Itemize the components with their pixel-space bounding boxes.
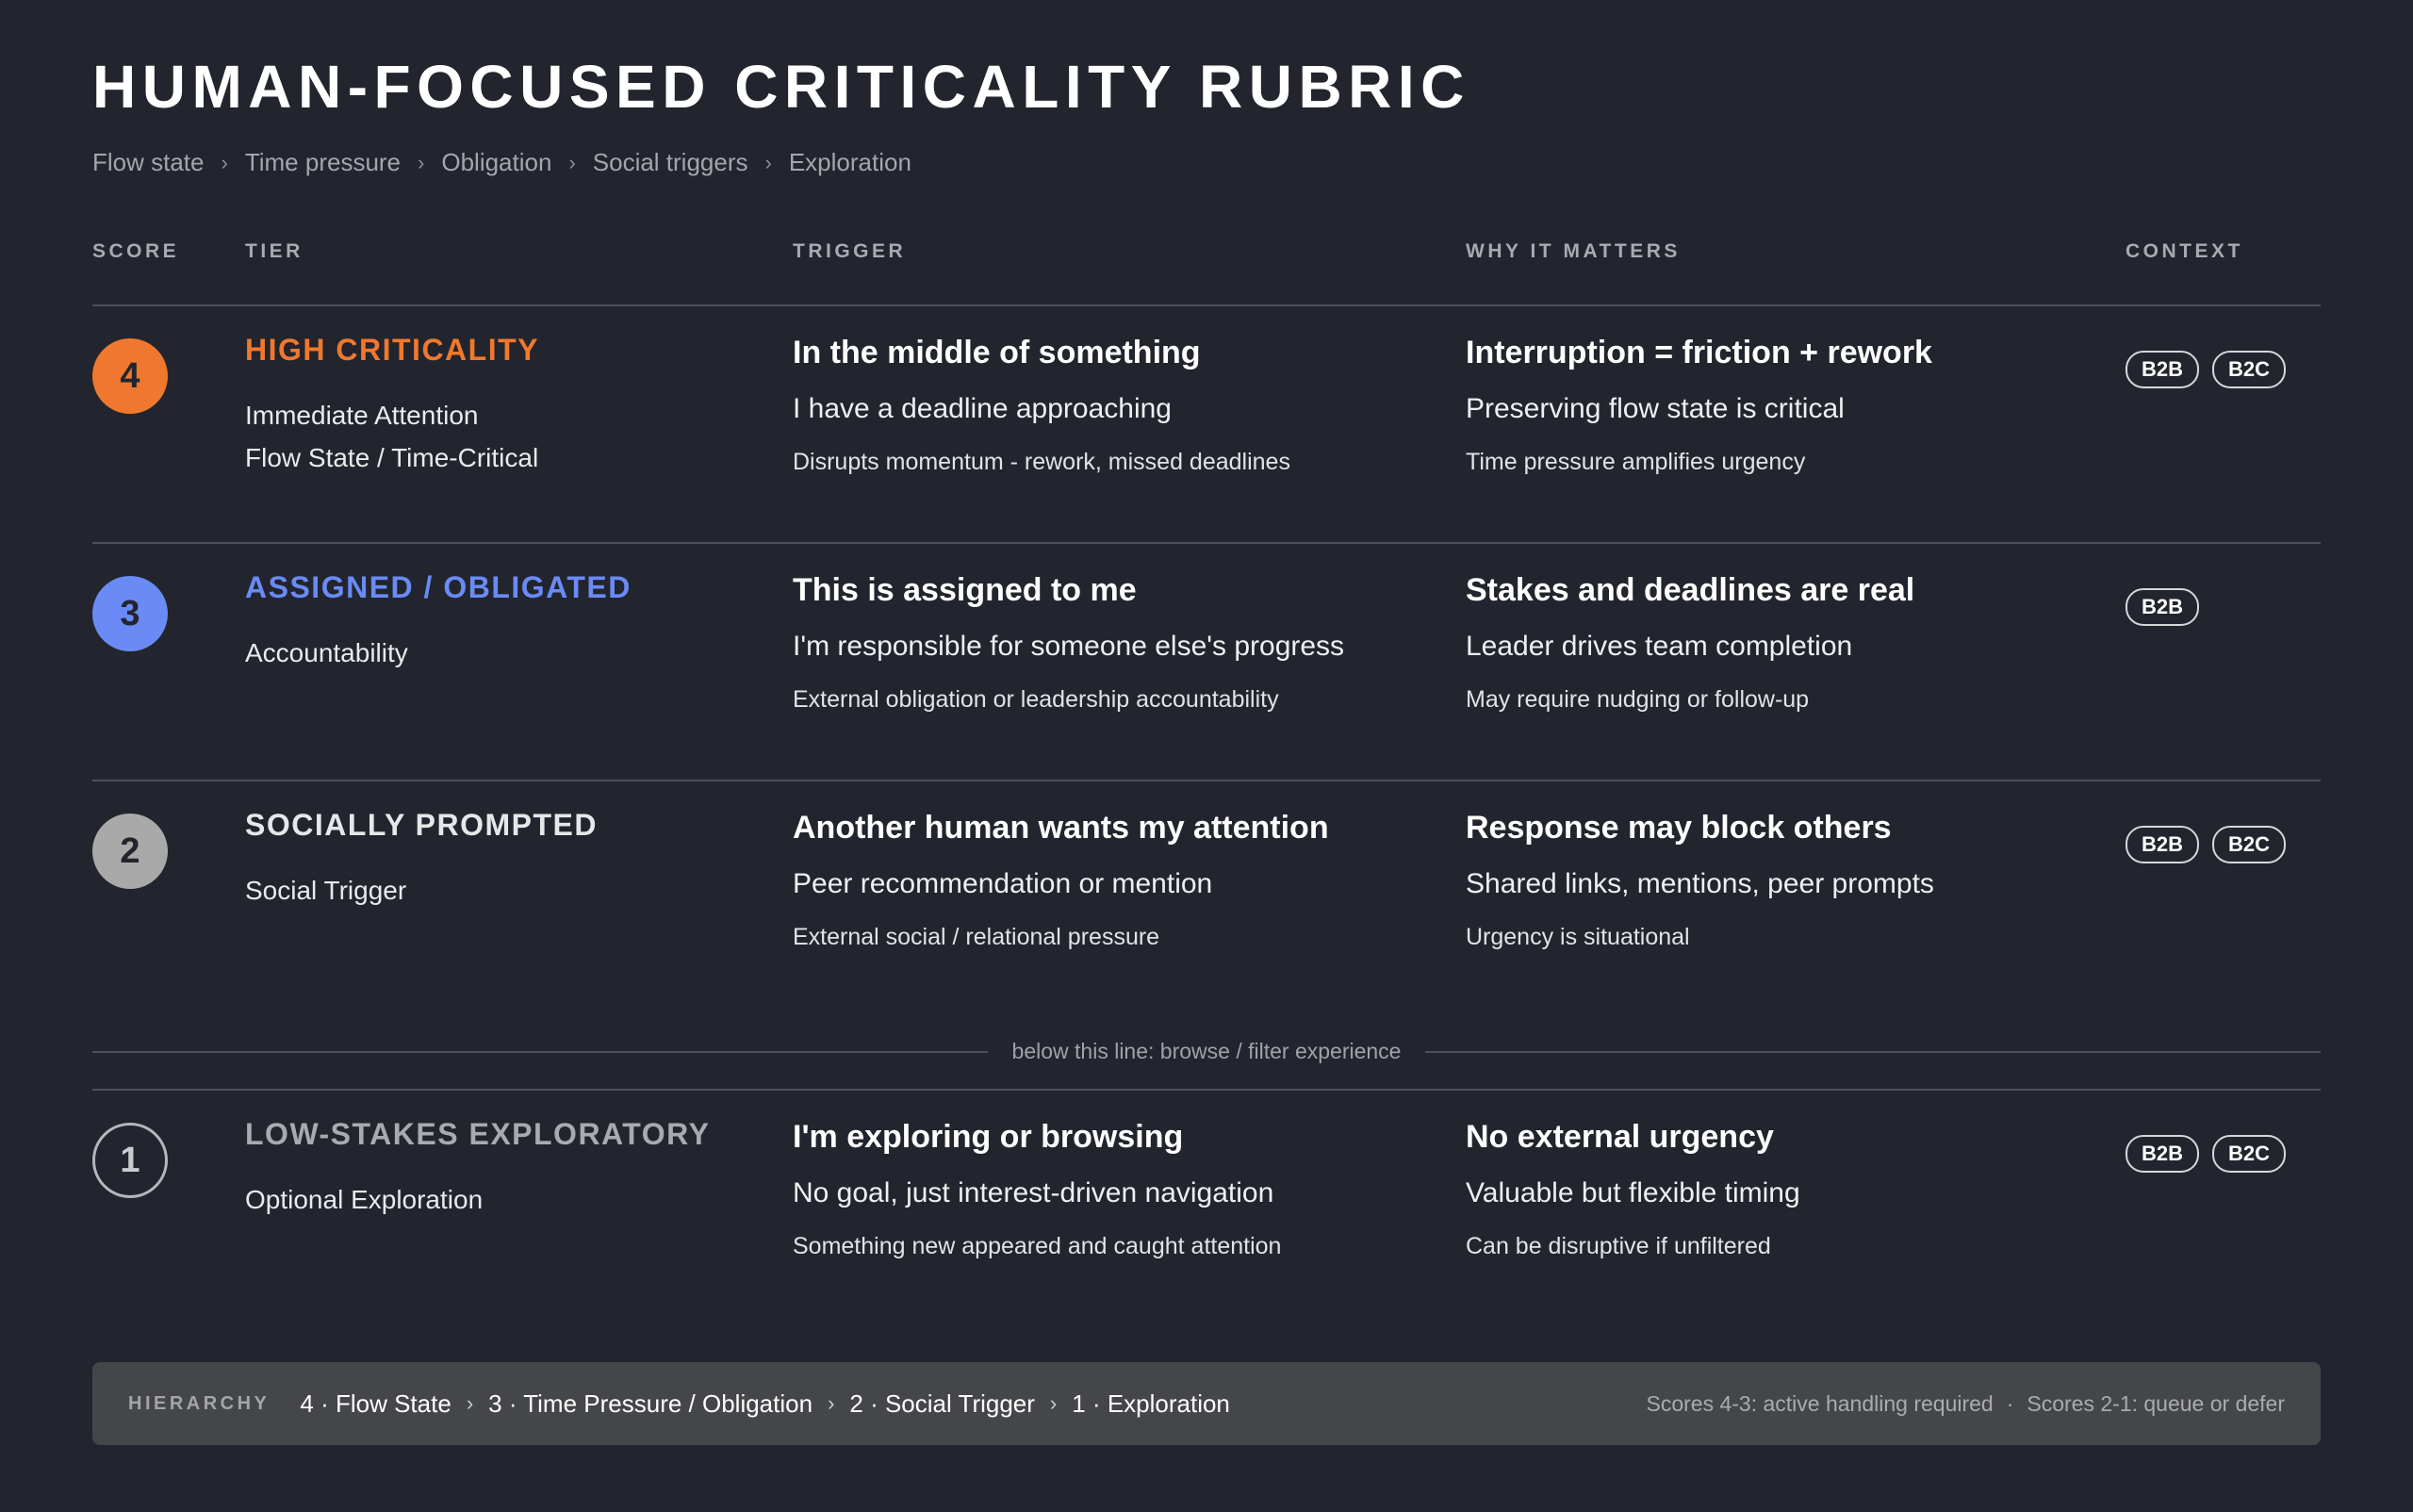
why-heading: No external urgency — [1466, 1119, 1774, 1155]
context-tags — [2126, 826, 2286, 863]
rubric-row-score-1 — [92, 1091, 2321, 1326]
trigger-note: External social / relational pressure — [793, 924, 1160, 950]
browse-filter-divider — [92, 1039, 2321, 1064]
column-header-trigger: TRIGGER — [793, 240, 907, 262]
divider-label: below this line: browse / filter experience — [1011, 1039, 1402, 1063]
score-badge: 3 — [92, 576, 168, 651]
context-tag-b2c: B2C — [2212, 826, 2286, 863]
trigger-detail: I'm responsible for someone else's progress — [793, 631, 1345, 662]
context-tag-b2b: B2B — [2126, 351, 2199, 388]
context-tag-b2b: B2B — [2126, 826, 2199, 863]
context-tags — [2126, 588, 2199, 626]
column-header-why: WHY IT MATTERS — [1466, 240, 1681, 262]
context-tag-b2b: B2B — [2126, 588, 2199, 626]
tier-title: LOW-STAKES EXPLORATORY — [245, 1117, 711, 1151]
hierarchy-notes — [1647, 1391, 2286, 1417]
chevron-right-icon: › — [221, 150, 228, 174]
hierarchy-item: 1 · Exploration — [1072, 1389, 1230, 1418]
chevron-right-icon: › — [568, 150, 576, 174]
score-badge: 1 — [92, 1123, 168, 1198]
chevron-right-icon: › — [1049, 1391, 1058, 1415]
score-badge: 4 — [92, 338, 168, 414]
why-note: Time pressure amplifies urgency — [1466, 449, 1806, 475]
column-header-score: SCORE — [92, 240, 180, 262]
rubric-row-score-3 — [92, 544, 2321, 780]
breadcrumb-item-social-triggers[interactable]: Social triggers — [592, 148, 748, 176]
trigger-heading: This is assigned to me — [793, 572, 1137, 608]
tier-title: ASSIGNED / OBLIGATED — [245, 570, 632, 604]
column-header-tier: TIER — [245, 240, 304, 262]
hierarchy-item: 4 · Flow State — [300, 1389, 451, 1418]
trigger-heading: I'm exploring or browsing — [793, 1119, 1184, 1155]
breadcrumb-item-obligation[interactable]: Obligation — [441, 148, 552, 176]
why-detail: Leader drives team completion — [1466, 631, 1853, 662]
why-detail: Preserving flow state is critical — [1466, 393, 1845, 424]
trigger-heading: Another human wants my attention — [793, 810, 1329, 846]
why-note: Can be disruptive if unfiltered — [1466, 1233, 1771, 1259]
hierarchy-item: 3 · Time Pressure / Obligation — [488, 1389, 813, 1418]
tier-title: SOCIALLY PROMPTED — [245, 808, 598, 842]
tier-subtitle: Flow State / Time-Critical — [245, 443, 539, 472]
trigger-note: External obligation or leadership accountability — [793, 686, 1279, 713]
context-tag-b2b: B2B — [2126, 1135, 2199, 1173]
chevron-right-icon: › — [466, 1391, 474, 1415]
tier-subtitle: Optional Exploration — [245, 1185, 484, 1214]
hierarchy-chain — [300, 1389, 1230, 1419]
chevron-right-icon: › — [828, 1391, 835, 1415]
why-detail: Shared links, mentions, peer prompts — [1466, 868, 1934, 899]
tier-subtitle: Social Trigger — [245, 876, 407, 905]
breadcrumb — [92, 148, 911, 177]
trigger-detail: I have a deadline approaching — [793, 393, 1172, 424]
note-queue-defer: Scores 2-1: queue or defer — [2027, 1390, 2285, 1416]
context-tags — [2126, 351, 2286, 388]
why-note: May require nudging or follow-up — [1466, 686, 1810, 713]
why-note: Urgency is situational — [1466, 924, 1690, 950]
score-badge: 2 — [92, 814, 168, 889]
column-header-context: CONTEXT — [2126, 240, 2243, 262]
hierarchy-item: 2 · Social Trigger — [849, 1389, 1035, 1418]
trigger-heading: In the middle of something — [793, 335, 1201, 370]
rubric-row-score-4 — [92, 306, 2321, 542]
trigger-note: Something new appeared and caught attention — [793, 1233, 1282, 1259]
why-heading: Interruption = friction + rework — [1466, 335, 1932, 370]
trigger-detail: Peer recommendation or mention — [793, 868, 1213, 899]
why-detail: Valuable but flexible timing — [1466, 1177, 1800, 1208]
page-title: HUMAN-FOCUSED CRITICALITY RUBRIC — [92, 53, 1470, 121]
context-tags — [2126, 1135, 2286, 1173]
breadcrumb-item-time-pressure[interactable]: Time pressure — [244, 148, 402, 176]
context-tag-b2c: B2C — [2212, 351, 2286, 388]
hierarchy-footer — [92, 1362, 2321, 1445]
why-heading: Response may block others — [1466, 810, 1892, 846]
hierarchy-heading: HIERARCHY — [128, 1392, 271, 1414]
chevron-right-icon: › — [418, 150, 425, 174]
why-heading: Stakes and deadlines are real — [1466, 572, 1915, 608]
context-tag-b2c: B2C — [2212, 1135, 2286, 1173]
trigger-note: Disrupts momentum - rework, missed deadlines — [793, 449, 1290, 475]
rubric-page — [92, 0, 2321, 1512]
breadcrumb-item-exploration[interactable]: Exploration — [788, 148, 911, 176]
tier-subtitle: Accountability — [245, 638, 408, 667]
chevron-right-icon: › — [764, 150, 772, 174]
tier-title: HIGH CRITICALITY — [245, 333, 539, 367]
breadcrumb-item-flow-state[interactable]: Flow state — [92, 148, 205, 176]
tier-subtitle: Immediate Attention — [245, 401, 479, 430]
separator-dot: · — [2006, 1390, 2014, 1416]
rubric-row-score-2 — [92, 781, 2321, 1017]
trigger-detail: No goal, just interest-driven navigation — [793, 1177, 1274, 1208]
note-active-handling: Scores 4-3: active handling required — [1646, 1390, 1994, 1416]
